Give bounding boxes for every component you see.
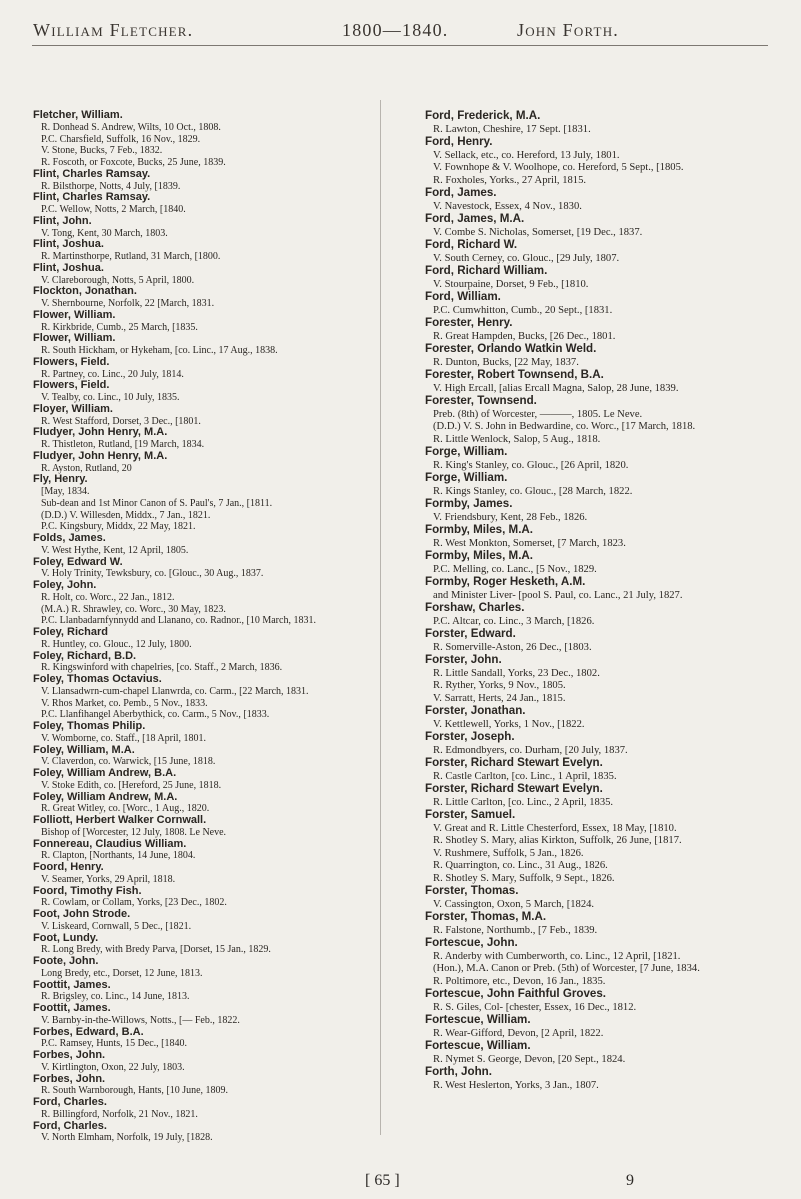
list-item bbox=[425, 911, 765, 937]
entry-detail: R. Cowlam, or Collam, Yorks, [23 Dec., 1802. bbox=[41, 897, 227, 909]
list-item bbox=[425, 343, 765, 369]
list-item bbox=[425, 239, 765, 265]
list-item bbox=[425, 885, 765, 911]
list-item bbox=[425, 1014, 765, 1040]
entry-name: Ford, Charles. bbox=[33, 1096, 107, 1108]
entry-detail: V. Stourpaine, Dorset, 9 Feb., [1810. bbox=[433, 278, 589, 290]
entry-detail: R. Martinsthorpe, Rutland, 31 March, [1800. bbox=[41, 251, 221, 262]
entry-name: Forster, Jonathan. bbox=[425, 704, 526, 717]
entry-name: Foord, Timothy Fish. bbox=[33, 884, 142, 897]
list-item bbox=[425, 291, 765, 317]
list-item bbox=[33, 839, 368, 863]
entry-detail: V. Kettlewell, Yorks, 1 Nov., [1822. bbox=[433, 718, 585, 730]
entry-name: Foley, William, M.A. bbox=[33, 743, 135, 756]
entry-detail: R. Castle Carlton, [co. Linc., 1 April, 1835. bbox=[433, 770, 617, 782]
list-item bbox=[425, 988, 765, 1014]
list-item bbox=[33, 451, 368, 475]
entry-detail: P.C. Llanbadarnfynnydd and Llanano, co. Radnor., [10 March, 1831. bbox=[41, 615, 316, 627]
entry-detail: V. Sellack, etc., co. Hereford, 13 July, 1801. bbox=[433, 149, 620, 161]
signature-mark: 9 bbox=[626, 1172, 634, 1189]
entry-detail: V. West Hythe, Kent, 12 April, 1805. bbox=[41, 544, 189, 556]
entry-detail: Long Bredy, etc., Dorset, 12 June, 1813. bbox=[41, 967, 203, 979]
list-item bbox=[425, 524, 765, 550]
left-column bbox=[33, 110, 368, 1144]
entry-name: Forster, Samuel. bbox=[425, 808, 516, 821]
entry-name: Forbes, Edward, B.A. bbox=[33, 1025, 144, 1038]
entry-detail: R. West Stafford, Dorset, 3 Dec., [1801. bbox=[41, 415, 201, 427]
entry-name: Formby, James. bbox=[425, 497, 513, 510]
entry-detail: V. Rhos Market, co. Pemb., 5 Nov., 1833. bbox=[41, 697, 208, 709]
entry-detail: V. Combe S. Nicholas, Somerset, [19 Dec., 1837. bbox=[433, 226, 643, 238]
entry-detail: R. Shotley S. Mary, alias Kirkton, Suffolk, 26 June, [1817. bbox=[433, 835, 682, 846]
list-item bbox=[425, 628, 765, 654]
list-item bbox=[33, 263, 368, 287]
entry-detail: R. Donhead S. Andrew, Wilts, 10 Oct., 1808. bbox=[41, 121, 221, 133]
entry-detail: V. South Cerney, co. Glouc., [29 July, 1807. bbox=[433, 252, 620, 264]
entry-name: Foot, Lundy. bbox=[33, 931, 99, 944]
list-item bbox=[33, 1050, 368, 1074]
entry-name: Foord, Henry. bbox=[33, 861, 104, 873]
entry-name: Foote, John. bbox=[33, 955, 99, 967]
list-item bbox=[33, 557, 368, 581]
right-column bbox=[425, 110, 765, 1092]
entry-name: Folds, James. bbox=[33, 532, 106, 544]
entry-detail: P.C. Wellow, Notts, 2 March, [1840. bbox=[41, 204, 186, 215]
entry-detail: R. Great Hampden, Bucks, [26 Dec., 1801. bbox=[433, 330, 616, 342]
entry-name: Foley, Thomas Philip. bbox=[33, 720, 146, 732]
entry-name: Fly, Henry. bbox=[33, 473, 88, 486]
entry-detail: R. Billingford, Norfolk, 21 Nov., 1821. bbox=[41, 1108, 198, 1120]
list-item bbox=[425, 654, 765, 705]
entry-detail: R. Partney, co. Linc., 20 July, 1814. bbox=[41, 368, 184, 380]
entry-name: Ford, Richard William. bbox=[425, 264, 548, 277]
list-item bbox=[425, 369, 765, 395]
entry-detail: R. Quarrington, co. Linc., 31 Aug., 1826. bbox=[433, 860, 608, 871]
list-item bbox=[425, 136, 765, 187]
entry-name: Forster, Thomas. bbox=[425, 884, 519, 897]
entry-name: Ford, Henry. bbox=[425, 135, 493, 148]
list-item bbox=[425, 809, 765, 885]
list-item bbox=[33, 745, 368, 769]
list-item bbox=[33, 286, 368, 310]
entry-name: Forster, Richard Stewart Evelyn. bbox=[425, 756, 603, 769]
entry-name: Forth, John. bbox=[425, 1065, 492, 1078]
entry-name: Fortescue, William. bbox=[425, 1013, 531, 1026]
list-item bbox=[425, 937, 765, 988]
entry-detail: R. Brigsley, co. Linc., 14 June, 1813. bbox=[41, 991, 190, 1003]
list-item bbox=[33, 310, 368, 334]
entry-detail: R. Clapton, [Northants, 14 June, 1804. bbox=[41, 850, 196, 862]
entry-name: Flint, John. bbox=[33, 214, 92, 227]
entry-name: Forester, Townsend. bbox=[425, 394, 537, 407]
list-item bbox=[33, 956, 368, 980]
entry-detail: Bishop of [Worcester, 12 July, 1808. Le Neve. bbox=[41, 826, 227, 838]
entry-name: Forester, Henry. bbox=[425, 316, 513, 329]
list-item bbox=[425, 265, 765, 291]
entry-detail: V. High Ercall, [alias Ercall Magna, Salop, 28 June, 1839. bbox=[433, 382, 679, 394]
entry-name: Foley, Richard, B.D. bbox=[33, 649, 137, 662]
entry-name: Forbes, John. bbox=[33, 1072, 106, 1085]
running-head-right: John Forth. bbox=[517, 20, 619, 40]
entry-detail: V. Barnby-in-the-Willows, Notts., [— Feb., 1822. bbox=[41, 1014, 240, 1026]
header-rule bbox=[32, 45, 768, 46]
list-item bbox=[425, 317, 765, 343]
entry-detail: V. Tealby, co. Linc., 10 July, 1835. bbox=[41, 392, 180, 403]
entry-name: Forester, Orlando Watkin Weld. bbox=[425, 342, 597, 355]
column-divider bbox=[380, 100, 381, 1135]
entry-detail: R. Nymet S. George, Devon, [20 Sept., 1824. bbox=[433, 1053, 626, 1065]
running-head-left: William Fletcher. bbox=[33, 20, 194, 40]
list-item bbox=[33, 721, 368, 745]
entry-detail: R. Ryther, Yorks, 9 Nov., 1805. bbox=[433, 680, 566, 691]
entry-name: Formby, Miles, M.A. bbox=[425, 549, 534, 562]
entry-name: Foley, John. bbox=[33, 579, 97, 591]
entry-name: Forster, John. bbox=[425, 653, 502, 666]
entry-detail: R. Kings Stanley, co. Glouc., [28 March, 1822. bbox=[433, 485, 633, 497]
entry-name: Forster, Richard Stewart Evelyn. bbox=[425, 782, 603, 795]
entry-detail: V. Cassington, Oxon, 5 March, [1824. bbox=[433, 898, 595, 910]
list-item bbox=[33, 980, 368, 1004]
entry-name: Fortescue, William. bbox=[425, 1039, 531, 1052]
list-item bbox=[33, 1074, 368, 1098]
entry-name: Fortescue, John Faithful Groves. bbox=[425, 987, 607, 1000]
entry-detail: R. Little Wenlock, Salop, 5 Aug., 1818. bbox=[433, 433, 601, 445]
entry-detail: V. Fownhope & V. Woolhope, co. Hereford, 5 Sept., [1805. bbox=[433, 162, 684, 173]
entry-detail: [May, 1834. bbox=[41, 486, 90, 497]
list-item bbox=[33, 1003, 368, 1027]
entry-detail: V. North Elmham, Norfolk, 19 July, [1828. bbox=[41, 1132, 213, 1144]
entry-name: Flint, Charles Ramsay. bbox=[33, 191, 151, 204]
list-item bbox=[33, 239, 368, 263]
entry-name: Ford, Richard W. bbox=[425, 238, 518, 251]
entry-name: Forbes, John. bbox=[33, 1049, 106, 1061]
list-item bbox=[425, 576, 765, 602]
entry-name: Foley, William Andrew, M.A. bbox=[33, 790, 178, 803]
entry-detail: V. Navestock, Essex, 4 Nov., 1830. bbox=[433, 200, 582, 212]
entry-detail: R. Thistleton, Rutland, [19 March, 1834. bbox=[41, 439, 205, 450]
entry-name: Flower, William. bbox=[33, 332, 116, 345]
entry-name: Folliott, Herbert Walker Cornwall. bbox=[33, 814, 207, 826]
entry-detail: (D.D.) V. Willesden, Middx., 7 Jan., 1821. bbox=[41, 509, 211, 521]
entry-name: Flower, William. bbox=[33, 308, 116, 321]
entry-detail: R. Bilsthorpe, Notts, 4 July, [1839. bbox=[41, 180, 181, 192]
entry-detail: Preb. (8th) of Worcester, ———, 1805. Le Neve. bbox=[433, 408, 643, 420]
entry-name: Flint, Charles Ramsay. bbox=[33, 167, 151, 180]
list-item bbox=[425, 395, 765, 446]
list-item bbox=[425, 783, 765, 809]
list-item bbox=[33, 1027, 368, 1051]
entry-detail: R. South Warnborough, Hants, [10 June, 1809. bbox=[41, 1085, 229, 1097]
entry-detail: R. King's Stanley, co. Glouc., [26 April, 1820. bbox=[433, 459, 629, 471]
list-item bbox=[33, 815, 368, 839]
list-item bbox=[33, 192, 368, 216]
entry-name: Foottit, James. bbox=[33, 1002, 111, 1014]
entry-detail: R. Somerville-Aston, 26 Dec., [1803. bbox=[433, 641, 592, 653]
entry-detail: P.C. Kingsbury, Middx, 22 May, 1821. bbox=[41, 521, 196, 533]
list-item bbox=[425, 1066, 765, 1092]
entry-detail: R. Kingswinford with chapelries, [co. Staff., 2 March, 1836. bbox=[41, 662, 283, 674]
entry-detail: R. South Hickham, or Hykeham, [co. Linc., 17 Aug., 1838. bbox=[41, 345, 278, 356]
entry-detail: R. West Heslerton, Yorks, 3 Jan., 1807. bbox=[433, 1079, 599, 1091]
entry-detail: R. Anderby with Cumberworth, co. Linc., 12 April, [1821. bbox=[433, 950, 681, 962]
list-item bbox=[33, 427, 368, 451]
page-number: [ 65 ] bbox=[365, 1172, 400, 1189]
list-item bbox=[33, 216, 368, 240]
entry-detail: R. Falstone, Northumb., [7 Feb., 1839. bbox=[433, 924, 598, 936]
entry-detail: R. Poltimore, etc., Devon, 16 Jan., 1835. bbox=[433, 975, 606, 987]
entry-detail: and Minister Liver- [pool S. Paul, co. Lanc., 21 July, 1827. bbox=[433, 589, 683, 601]
entry-name: Fludyer, John Henry, M.A. bbox=[33, 426, 168, 439]
list-item bbox=[33, 768, 368, 792]
list-item bbox=[33, 651, 368, 675]
entry-name: Floyer, William. bbox=[33, 402, 113, 415]
entry-detail: R. Kirkbride, Cumb., 25 March, [1835. bbox=[41, 321, 198, 333]
entry-detail: R. Dunton, Bucks, [22 May, 1837. bbox=[433, 356, 579, 368]
entry-name: Foottit, James. bbox=[33, 978, 111, 991]
list-item bbox=[425, 602, 765, 628]
list-item bbox=[33, 533, 368, 557]
entry-detail: V. Stone, Bucks, 7 Feb., 1832. bbox=[41, 145, 163, 157]
entry-detail: Sub-dean and 1st Minor Canon of S. Paul's, 7 Jan., [1811. bbox=[41, 497, 273, 509]
entry-name: Foley, Edward W. bbox=[33, 555, 123, 568]
entry-name: Flowers, Field. bbox=[33, 355, 110, 368]
list-item bbox=[33, 580, 368, 627]
entry-name: Flockton, Jonathan. bbox=[33, 285, 137, 298]
list-item bbox=[33, 627, 368, 651]
list-item bbox=[33, 933, 368, 957]
entry-detail: R. Little Carlton, [co. Linc., 2 April, 1835. bbox=[433, 796, 614, 808]
entry-name: Forge, William. bbox=[425, 471, 508, 484]
list-item bbox=[425, 187, 765, 213]
entry-detail: R. Long Bredy, with Bredy Parva, [Dorset, 15 Jan., 1829. bbox=[41, 944, 271, 956]
list-item bbox=[425, 1040, 765, 1066]
entry-name: Ford, Charles. bbox=[33, 1119, 107, 1132]
entry-name: Ford, James. bbox=[425, 186, 497, 199]
list-item bbox=[425, 731, 765, 757]
entry-detail: V. Clareborough, Notts, 5 April, 1800. bbox=[41, 274, 195, 286]
entry-detail: P.C. Ramsey, Hunts, 15 Dec., [1840. bbox=[41, 1038, 188, 1050]
list-item bbox=[425, 446, 765, 472]
entry-name: Forshaw, Charles. bbox=[425, 601, 525, 614]
entry-detail: V. Shernbourne, Norfolk, 22 [March, 1831. bbox=[41, 298, 215, 309]
entry-name: Foley, Thomas Octavius. bbox=[33, 673, 162, 685]
list-item bbox=[33, 886, 368, 910]
entry-name: Ford, James, M.A. bbox=[425, 212, 525, 225]
entry-detail: R. Foscoth, or Foxcote, Bucks, 25 June, 1839. bbox=[41, 157, 226, 168]
entry-detail: V. Liskeard, Cornwall, 5 Dec., [1821. bbox=[41, 920, 192, 932]
entry-name: Flint, Joshua. bbox=[33, 238, 104, 251]
entry-name: Forster, Thomas, M.A. bbox=[425, 910, 547, 923]
list-item bbox=[425, 213, 765, 239]
list-item bbox=[33, 380, 368, 404]
entry-name: Forge, William. bbox=[425, 445, 508, 458]
entry-detail: V. Stoke Edith, co. [Hereford, 25 June, 1818. bbox=[41, 779, 222, 791]
entry-name: Fletcher, William. bbox=[33, 109, 123, 121]
entry-detail: V. Great and R. Little Chesterford, Essex, 18 May, [1810. bbox=[433, 822, 677, 834]
entry-name: Foley, William Andrew, B.A. bbox=[33, 767, 177, 779]
entry-detail: P.C. Melling, co. Lanc., [5 Nov., 1829. bbox=[433, 563, 597, 575]
entry-detail: R. Great Witley, co. [Worc., 1 Aug., 1820. bbox=[41, 803, 210, 815]
list-item bbox=[425, 472, 765, 498]
entry-name: Ford, Frederick, M.A. bbox=[425, 109, 541, 122]
entry-detail: V. Claverdon, co. Warwick, [15 June, 1818. bbox=[41, 756, 216, 768]
entry-detail: V. Seamer, Yorks, 29 April, 1818. bbox=[41, 873, 176, 885]
entry-detail: V. Tong, Kent, 30 March, 1803. bbox=[41, 227, 168, 239]
entry-detail: (M.A.) R. Shrawley, co. Worc., 30 May, 1823. bbox=[41, 603, 226, 615]
entry-detail: R. Foxholes, Yorks., 27 April, 1815. bbox=[433, 174, 587, 186]
entry-detail: (Hon.), M.A. Canon or Preb. (5th) of Worcester, [7 June, 1834. bbox=[433, 963, 700, 974]
entry-detail: R. Huntley, co. Glouc., 12 July, 1800. bbox=[41, 638, 192, 650]
entry-name: Flint, Joshua. bbox=[33, 261, 104, 274]
entry-detail: R. S. Giles, Col- [chester, Essex, 16 Dec., 1812. bbox=[433, 1001, 637, 1013]
list-item bbox=[425, 498, 765, 524]
running-head-date-range: 1800—1840. bbox=[342, 20, 449, 40]
list-item bbox=[33, 909, 368, 933]
entry-detail: (D.D.) V. S. John in Bedwardine, co. Worc., [17 March, 1818. bbox=[433, 421, 696, 432]
list-item bbox=[425, 110, 765, 136]
entry-detail: V. Friendsbury, Kent, 28 Feb., 1826. bbox=[433, 511, 588, 523]
list-item bbox=[425, 757, 765, 783]
list-item bbox=[33, 333, 368, 357]
list-item bbox=[33, 1097, 368, 1121]
entry-detail: P.C. Cumwhitton, Cumb., 20 Sept., [1831. bbox=[433, 304, 613, 316]
entry-name: Ford, William. bbox=[425, 290, 501, 303]
list-item bbox=[33, 110, 368, 169]
list-item bbox=[33, 357, 368, 381]
list-item bbox=[33, 792, 368, 816]
entry-detail: R. Lawton, Cheshire, 17 Sept. [1831. bbox=[433, 123, 591, 135]
entry-detail: P.C. Llanfihangel Aberbythick, co. Carm., 5 Nov., [1833. bbox=[41, 709, 270, 721]
entry-detail: R. Shotley S. Mary, Suffolk, 9 Sept., 1826. bbox=[433, 872, 615, 884]
entry-detail: P.C. Charsfield, Suffolk, 16 Nov., 1829. bbox=[41, 133, 201, 145]
entry-name: Foot, John Strode. bbox=[33, 908, 131, 920]
entry-detail: V. Womborne, co. Staff., [18 April, 1801. bbox=[41, 732, 207, 744]
list-item bbox=[33, 1121, 368, 1145]
entry-name: Forester, Robert Townsend, B.A. bbox=[425, 368, 604, 381]
list-item bbox=[33, 169, 368, 193]
list-item bbox=[33, 404, 368, 428]
entry-detail: R. Edmondbyers, co. Durham, [20 July, 1837. bbox=[433, 744, 628, 756]
entry-detail: V. Rushmere, Suffolk, 5 Jan., 1826. bbox=[433, 847, 584, 859]
list-item bbox=[425, 550, 765, 576]
entry-name: Fludyer, John Henry, M.A. bbox=[33, 449, 168, 462]
entry-detail: V. Kirtlington, Oxon, 22 July, 1803. bbox=[41, 1061, 185, 1073]
entry-name: Forster, Edward. bbox=[425, 627, 516, 640]
list-item bbox=[33, 674, 368, 721]
list-item bbox=[425, 705, 765, 731]
entry-detail: R. Holt, co. Worc., 22 Jan., 1812. bbox=[41, 591, 175, 603]
entry-name: Formby, Miles, M.A. bbox=[425, 523, 534, 536]
entry-name: Fortescue, John. bbox=[425, 936, 518, 949]
entry-name: Forster, Joseph. bbox=[425, 730, 515, 743]
entry-detail: V. Holy Trinity, Tewksbury, co. [Glouc., 30 Aug., 1837. bbox=[41, 568, 264, 580]
entry-name: Fonnereau, Claudius William. bbox=[33, 837, 187, 850]
entry-detail: R. West Monkton, Somerset, [7 March, 1823. bbox=[433, 537, 626, 549]
entry-detail: P.C. Altcar, co. Linc., 3 March, [1826. bbox=[433, 615, 595, 627]
entry-name: Flowers, Field. bbox=[33, 379, 110, 392]
entry-name: Foley, Richard bbox=[33, 626, 108, 638]
list-item bbox=[33, 862, 368, 886]
entry-name: Formby, Roger Hesketh, A.M. bbox=[425, 575, 586, 588]
entry-detail: R. Little Sandall, Yorks, 23 Dec., 1802. bbox=[433, 667, 600, 679]
entry-detail: R. Wear-Gifford, Devon, [2 April, 1822. bbox=[433, 1027, 604, 1039]
entry-detail: R. Ayston, Rutland, 20 bbox=[41, 462, 132, 474]
entry-detail: V. Llansadwrn-cum-chapel Llanwrda, co. Carm., [22 March, 1831. bbox=[41, 685, 309, 697]
list-item bbox=[33, 474, 368, 533]
entry-detail: V. Sarratt, Herts, 24 Jan., 1815. bbox=[433, 692, 566, 704]
page-footer bbox=[0, 1172, 801, 1196]
